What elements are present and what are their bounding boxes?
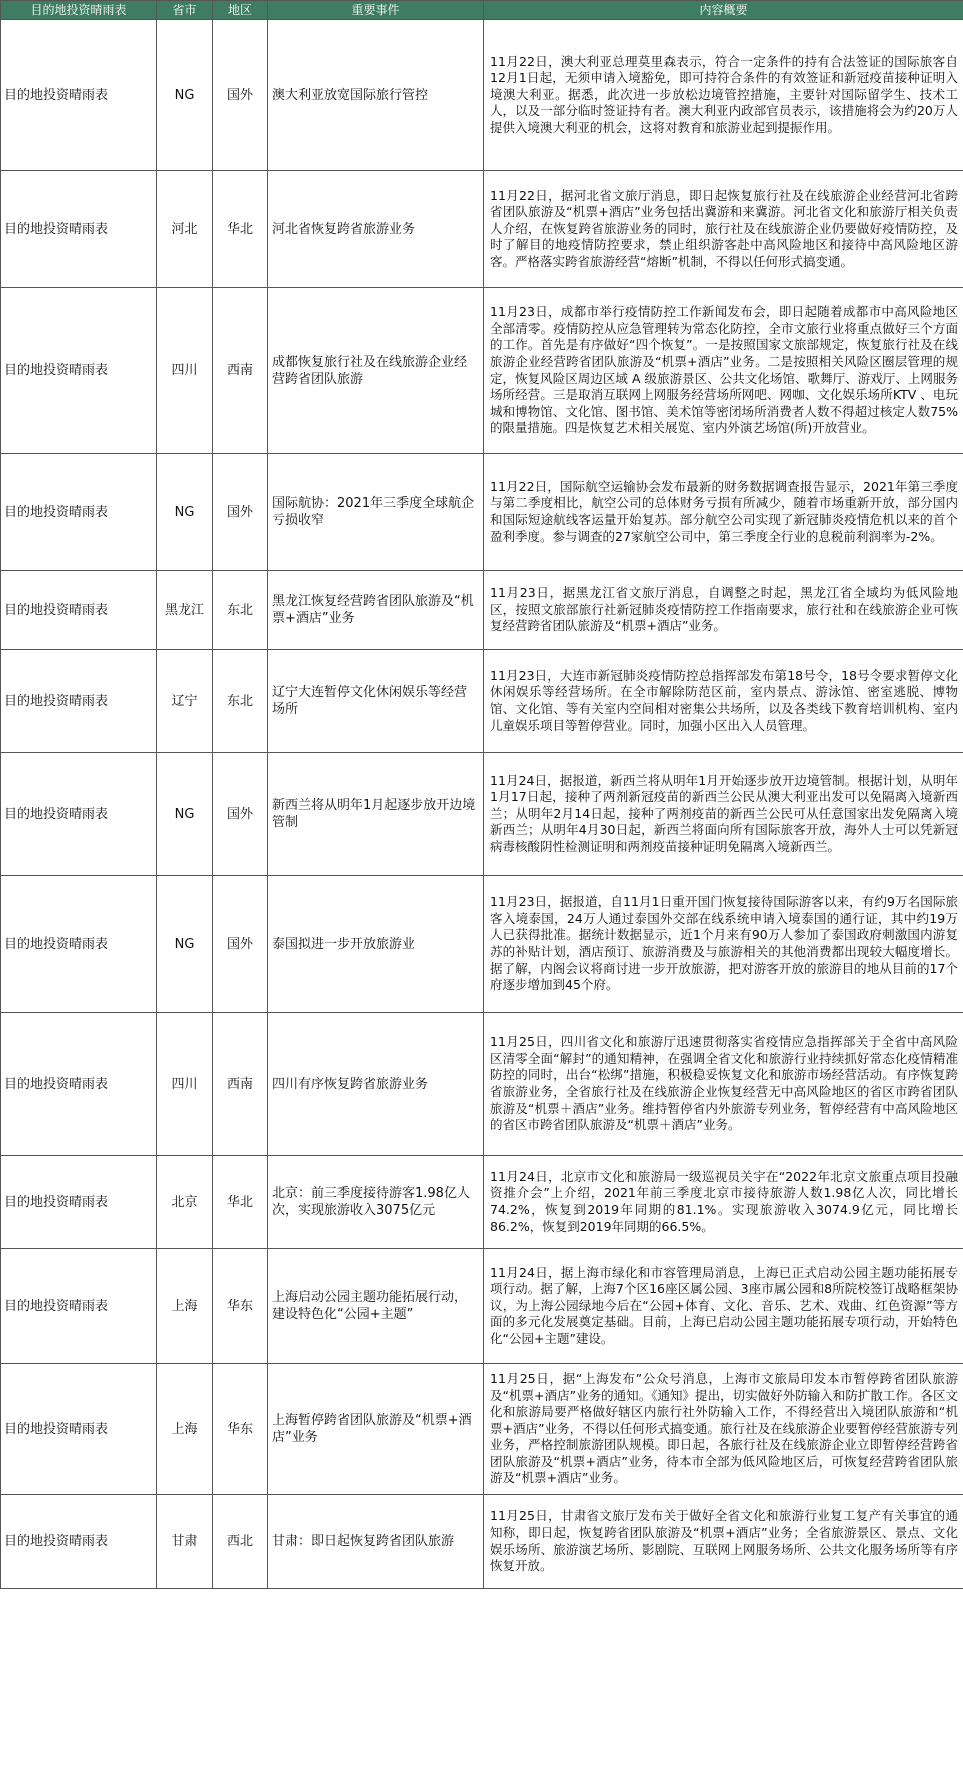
header-source: 目的地投资晴雨表: [1, 1, 157, 20]
region-cell: 华东: [213, 1364, 268, 1495]
header-province: 省市: [157, 1, 213, 20]
summary-cell: 11月25日，据“上海发布”公众号消息，上海市文旅局印发本市暂停跨省团队旅游及“机票+酒店”业务的通知。《通知》提出，切实做好外防输入和防扩散工作。各区文化和旅游局要严格做好辖区内旅行社外防输入工作，不得经营出入境团队旅游和“机票+酒店”业务，不得以任何形式搞变通。旅行社及在线旅游企业要暂停经营旅游专列业务，严格控制旅游团队规模。即日起，各旅行社及在线旅游企业立即暂停经营跨省团队旅游及“机票+酒店”业务，待本市全部为低风险地区后，可恢复经营跨省团队旅游及“机票+酒店”业务。: [484, 1364, 963, 1495]
province-cell: NG: [157, 20, 213, 171]
event-cell: 甘肃：即日起恢复跨省团队旅游: [268, 1495, 484, 1589]
header-region: 地区: [213, 1, 268, 20]
province-cell: 上海: [157, 1364, 213, 1495]
summary-cell: 11月23日，据报道，自11月1日重开国门恢复接待国际游客以来，有约9万名国际旅客入境泰国，24万人通过泰国外交部在线系统申请入境泰国的通行证，其中约19万人已获得批准。据统计数据显示，近1个月来有90万人参加了泰国政府刺激国内游复苏的补贴计划，酒店预订、旅游消费及与旅游相关的其他消费都出现较大幅度增长。据了解，内阁会议将商讨进一步开放旅游，把对游客开放的旅游目的地从目前的17个府逐步增加到45个府。: [484, 876, 963, 1013]
region-cell: 华东: [213, 1249, 268, 1364]
province-cell: 辽宁: [157, 650, 213, 753]
event-cell: 国际航协：2021年三季度全球航企亏损收窄: [268, 454, 484, 571]
table-row: [1, 753, 963, 876]
summary-cell: 11月24日，据报道，新西兰将从明年1月开始逐步放开边境管制。根据计划，从明年1月17日起，接种了两剂新冠疫苗的新西兰公民从澳大利亚出发可以免隔离入境新西兰；从明年2月14日起，接种了两剂疫苗的新西兰公民可从任意国家出发免隔离入境新西兰；从明年4月30日起，新西兰将面向所有国际旅客开放，海外人士可以凭新冠病毒核酸阴性检测证明和两剂疫苗接种证明免隔离入境新西兰。: [484, 753, 963, 876]
table-row: [1, 454, 963, 571]
region-cell: 西北: [213, 1495, 268, 1589]
region-cell: 西南: [213, 1013, 268, 1156]
event-cell: 上海暂停跨省团队旅游及“机票+酒店”业务: [268, 1364, 484, 1495]
table-row: [1, 1013, 963, 1156]
event-cell: 黑龙江恢复经营跨省团队旅游及“机票+酒店”业务: [268, 571, 484, 650]
region-cell: 东北: [213, 650, 268, 753]
event-cell: 泰国拟进一步开放旅游业: [268, 876, 484, 1013]
region-cell: 东北: [213, 571, 268, 650]
region-cell: 国外: [213, 454, 268, 571]
source-cell: 目的地投资晴雨表: [1, 753, 157, 876]
province-cell: NG: [157, 454, 213, 571]
table-row: [1, 288, 963, 454]
source-cell: 目的地投资晴雨表: [1, 571, 157, 650]
summary-cell: 11月23日，成都市举行疫情防控工作新闻发布会，即日起随着成都市中高风险地区全部清零。疫情防控从应急管理转为常态化防控，全市文旅行业将重点做好三个方面的工作。首先是有序做好“四个恢复”。一是按照国家文旅部规定，恢复旅行社及在线旅游企业经营跨省团队旅游及“机票+酒店”业务。二是按照相关风险区圈层管理的规定，恢复风险区周边区域 A 级旅游景区、公共文化场馆、歌舞厅、游戏厅、上网服务场所经营。三是取消互联网上网服务经营场所网吧、网咖、文化娱乐场所KTV 、电玩城和博物馆、文化馆、图书馆、美术馆等密闭场所消费者人数不得超过核定人数75%的限量措施。四是恢复艺术相关展览、室内外演艺场馆(所)开放营业。: [484, 288, 963, 454]
summary-cell: 11月25日，甘肃省文旅厅发布关于做好全省文化和旅游行业复工复产有关事宜的通知称，即日起，恢复跨省团队旅游及“机票+酒店”业务；全省旅游景区、景点、文化娱乐场所、旅游演艺场所、影剧院、互联网上网服务场所、公共文化服务场所等有序恢复开放。: [484, 1495, 963, 1589]
table-row: [1, 171, 963, 288]
province-cell: 四川: [157, 1013, 213, 1156]
table-row: [1, 1249, 963, 1364]
header-row: [1, 1, 963, 20]
table-row: [1, 1495, 963, 1589]
table-row: [1, 650, 963, 753]
event-cell: 四川有序恢复跨省旅游业务: [268, 1013, 484, 1156]
source-cell: 目的地投资晴雨表: [1, 1364, 157, 1495]
province-cell: NG: [157, 753, 213, 876]
summary-cell: 11月23日，大连市新冠肺炎疫情防控总指挥部发布第18号令，18号令要求暂停文化休闲娱乐等经营场所。在全市解除防范区前，室内景点、游泳馆、密室逃脱、博物馆、文化馆、等有关室内空间相对密集公共场所，以及各类线下教育培训机构、室内儿童娱乐项目等暂停营业。同时，加强小区出入人员管理。: [484, 650, 963, 753]
header-event: 重要事件: [268, 1, 484, 20]
summary-cell: 11月23日，据黑龙江省文旅厅消息，自调整之时起，黑龙江省全域均为低风险地区，按照文旅部旅行社新冠肺炎疫情防控工作指南要求，旅行社和在线旅游企业可恢复经营跨省团队旅游及“机票+酒店”业务。: [484, 571, 963, 650]
table-row: [1, 571, 963, 650]
province-cell: 黑龙江: [157, 571, 213, 650]
region-cell: 国外: [213, 20, 268, 171]
source-cell: 目的地投资晴雨表: [1, 1495, 157, 1589]
region-cell: 西南: [213, 288, 268, 454]
source-cell: 目的地投资晴雨表: [1, 171, 157, 288]
event-cell: 澳大利亚放宽国际旅行管控: [268, 20, 484, 171]
source-cell: 目的地投资晴雨表: [1, 1013, 157, 1156]
header-summary: 内容概要: [484, 1, 963, 20]
table-row: [1, 1364, 963, 1495]
province-cell: 北京: [157, 1156, 213, 1249]
region-cell: 国外: [213, 876, 268, 1013]
source-cell: 目的地投资晴雨表: [1, 20, 157, 171]
event-cell: 成都恢复旅行社及在线旅游企业经营跨省团队旅游: [268, 288, 484, 454]
province-cell: 上海: [157, 1249, 213, 1364]
province-cell: 甘肃: [157, 1495, 213, 1589]
region-cell: 华北: [213, 1156, 268, 1249]
event-cell: 辽宁大连暂停文化休闲娱乐等经营场所: [268, 650, 484, 753]
source-cell: 目的地投资晴雨表: [1, 876, 157, 1013]
summary-cell: 11月22日，据河北省文旅厅消息，即日起恢复旅行社及在线旅游企业经营河北省跨省团队旅游及“机票+酒店”业务包括出冀游和来冀游。河北省文化和旅游厅相关负责人介绍，在恢复跨省旅游业务的同时，旅行社及在线旅游企业仍要做好疫情防控，及时了解目的地疫情防控要求，禁止组织游客赴中高风险地区和接待中高风险地区游客。严格落实跨省旅游经营“熔断”机制，不得以任何形式搞变通。: [484, 171, 963, 288]
event-cell: 北京：前三季度接待游客1.98亿人次，实现旅游收入3075亿元: [268, 1156, 484, 1249]
event-cell: 新西兰将从明年1月起逐步放开边境管制: [268, 753, 484, 876]
province-cell: 河北: [157, 171, 213, 288]
source-cell: 目的地投资晴雨表: [1, 1156, 157, 1249]
province-cell: NG: [157, 876, 213, 1013]
source-cell: 目的地投资晴雨表: [1, 1249, 157, 1364]
source-cell: 目的地投资晴雨表: [1, 454, 157, 571]
table-row: [1, 876, 963, 1013]
event-cell: 上海启动公园主题功能拓展行动，建设特色化“公园+主题”: [268, 1249, 484, 1364]
table-row: [1, 20, 963, 171]
source-cell: 目的地投资晴雨表: [1, 288, 157, 454]
region-cell: 华北: [213, 171, 268, 288]
source-cell: 目的地投资晴雨表: [1, 650, 157, 753]
province-cell: 四川: [157, 288, 213, 454]
summary-cell: 11月24日，据上海市绿化和市容管理局消息，上海已正式启动公园主题功能拓展专项行动。据了解，上海7个区16座区属公园、3座市属公园和8所院校签订战略框架协议，为上海公园绿地今后在“公园+体育、文化、音乐、艺术、戏曲、红色资源”等方面的多元化发展奠定基础。目前，上海已启动公园主题功能拓展专项行动，开始特色化“公园+主题”建设。: [484, 1249, 963, 1364]
summary-cell: 11月24日，北京市文化和旅游局一级巡视员关宇在“2022年北京文旅重点项目投融资推介会”上介绍，2021年前三季度北京市接待旅游人数1.98亿人次，同比增长74.2%，恢复到2019年同期的81.1%。实现旅游收入3074.9亿元，同比增长86.2%，恢复到2019年同期的66.5%。: [484, 1156, 963, 1249]
summary-cell: 11月22日，国际航空运输协会发布最新的财务数据调查报告显示，2021年第三季度与第二季度相比，航空公司的总体财务亏损有所减少，随着市场重新开放，部分国内和国际短途航线客运量开始复苏。部分航空公司实现了新冠肺炎疫情危机以来的首个盈利季度。参与调查的27家航空公司中，第三季度全行业的息税前利润率为-2%。: [484, 454, 963, 571]
summary-cell: 11月22日，澳大利亚总理莫里森表示，符合一定条件的持有合法签证的国际旅客自12月1日起，无须申请入境豁免，即可持符合条件的有效签证和新冠疫苗接种证明入境澳大利亚。据悉，此次进一步放松边境管控措施，主要针对国际留学生、技术工人，以及一部分临时签证持有者。澳大利亚内政部官员表示，该措施将会为约20万人提供入境澳大利亚的机会，这将对教育和旅游业起到提振作用。: [484, 20, 963, 171]
event-cell: 河北省恢复跨省旅游业务: [268, 171, 484, 288]
summary-cell: 11月25日，四川省文化和旅游厅迅速贯彻落实省疫情应急指挥部关于全省中高风险区清零全面“解封”的通知精神，在强调全省文化和旅游行业持续抓好常态化疫情精准防控的同时，出台“松绑”措施，积极稳妥恢复文化和旅游市场经营活动。有序恢复跨省旅游业务，全省旅行社及在线旅游企业恢复经营无中高风险地区的省区市跨省团队旅游及“机票＋酒店”业务。维持暂停省内外旅游专列业务，暂停经营有中高风险地区的省区市跨省团队旅游及“机票＋酒店”业务。: [484, 1013, 963, 1156]
region-cell: 国外: [213, 753, 268, 876]
table-row: [1, 1156, 963, 1249]
